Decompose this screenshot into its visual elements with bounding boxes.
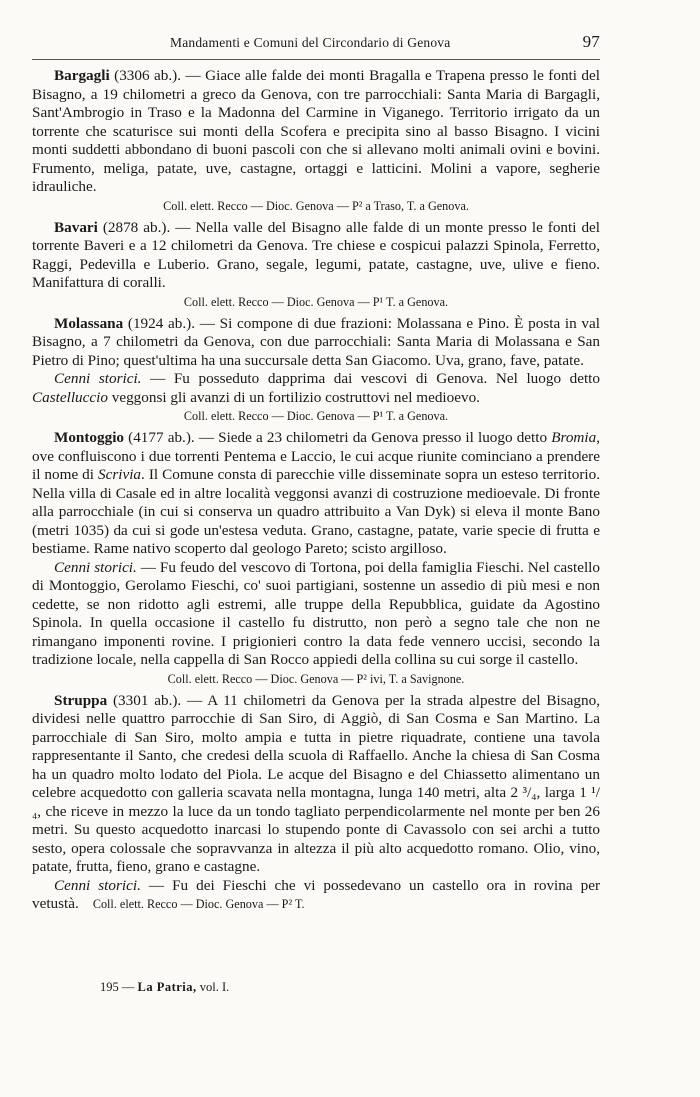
entry-text: (4177 ab.). — Siede a 23 chilometri da Genova presso il luogo detto <box>124 429 552 446</box>
entry-paragraph <box>32 67 600 197</box>
signature-mark: 195 — <box>100 980 135 994</box>
entry-text: . Il Comune consta di parecchie ville disseminate sopra un esteso territorio. Nella villa di Casale ed in altre località veggonsi avanzi di costruzione medioevale. Di fronte alla parrocchiale (in cui si conserva un quadro attribuito a Van Dyk) si eleva il monte Bano (metri 1035) da cui si gode un'estesa veduta. Grano, castagne, patate, varie specie di frutta e bestiame. Rame nativo scoperto dal geologo Pareto; scisto argilloso. <box>32 466 601 557</box>
entry-molassana <box>32 315 600 426</box>
entry-paragraph <box>32 315 600 371</box>
entry-paragraph <box>32 219 600 293</box>
running-title: Mandamenti e Comuni del Circondario di Genova <box>170 35 451 50</box>
cenni-label: Cenni storici. <box>54 876 141 894</box>
page-number: 97 <box>582 32 600 51</box>
entry-bavari <box>32 219 600 311</box>
cenni-text: — Fu posseduto dapprima dai vescovi di Genova. Nel luogo detto <box>141 370 600 387</box>
cenni-label: Cenni storici. <box>54 370 142 387</box>
cenni-text: veggonsi gli avanzi di un fortilizio costruttovi nel medioevo. <box>107 388 480 406</box>
entry-bargagli <box>32 67 600 215</box>
place-name: Castelluccio <box>32 388 108 406</box>
cenni-text: — Fu dei Fieschi che vi possedevano un castello ora in rovina per vetustà. <box>32 876 600 912</box>
entry-collegio: Coll. elett. Recco — Dioc. Genova — P¹ T. a Genova. <box>183 409 449 423</box>
entry-paragraph <box>32 692 600 877</box>
entry-paragraph <box>32 429 600 559</box>
entry-cenni-storici <box>32 370 600 407</box>
entry-collegio: Coll. elett. Recco — Dioc. Genova — P¹ T. a Genova. <box>183 294 449 309</box>
entry-name: Montoggio <box>54 429 125 446</box>
entry-text: , ove confluiscono i due torrenti Pentema e Laccio, le cui acque riunite cominciano a prendere il nome di <box>32 429 600 483</box>
volume-label: vol. I. <box>199 980 230 994</box>
page-body <box>32 67 600 918</box>
entry-text: (1924 ab.). — Si compone di due frazioni: Molassana e Pino. È posta in val Bisagno, a 7 chilometri da Genova, con due parrocchiali: Santa Maria di Molassana e San Pietro di Pino; quest'ultima ha una succursale detta San Giacomo. Uva, grano, fave, patate. <box>32 314 600 369</box>
entry-name: Bargagli <box>54 67 110 84</box>
entry-text: (3306 ab.). — Giace alle falde dei monti Bragalla e Trapena presso le fonti del Bisagno, a 19 chilometri a greco da Genova, con tre parrocchiali: Santa Maria di Bargagli, Sant'Ambrogio in Traso e la Madonna del Carmine in Viganego. Territorio irrigato da un torrente che scaturisce sui monti della Scofera e precipita sino al basso Bisagno. I vicini monti suddetti abbondano di buoni pascoli con che si allevano molti animali ovini e bovini. Frumento, meliga, patate, uve, castagne, ortaggi e latticini. Molini a vapore, segherie idrauliche. <box>32 67 600 195</box>
place-name: Bromia <box>551 429 597 446</box>
cenni-label: Cenni storici. <box>54 558 137 576</box>
entry-struppa <box>32 692 600 914</box>
entry-cenni-storici <box>32 877 600 914</box>
header-rule <box>32 59 600 60</box>
entry-collegio: Coll. elett. Recco — Dioc. Genova — P² T. <box>92 897 305 911</box>
place-name: Scrivia <box>98 466 142 483</box>
entry-text: (3301 ab.). — A 11 chilometri da Genova per la strada alpestre del Bisagno, dividesi nelle quattro parrocchie di San Siro, di Aggiò, di San Cosma e San Martino. La parrocchiale di San Siro, molto ampia e tutta in pietre riquadrate, contiene una tavola rappresentante il Santo, che credesi della scuola di Raffaello. Anche la chiesa di San Cosma ha un quadro molto lodato del Piola. Le acque del Bisagno e del Chiassetto alimentano un celebre acquedotto con galleria scavata nella montagna, lunga 140 metri, alta 2 ³/₄, larga 1 ¹/₄, che riceve in mezzo la luce da un tondo tagliato perpendicolarmente nel monte per ben 26 metri. Su questo acquedotto inarcasi lo stupendo ponte di Cavassolo con sei archi a tutto sesto, opera colossale che sopravvanza in altezza il più alto acquedotto romano. Olio, vino, patate, frutta, fieno, grano e castagne. <box>32 691 600 875</box>
entry-name: Struppa <box>54 691 108 709</box>
entry-cenni-storici <box>32 559 600 670</box>
entry-collegio: Coll. elett. Recco — Dioc. Genova — P² ivi, T. a Savignone. <box>167 671 465 686</box>
entry-name: Bavari <box>54 218 98 236</box>
cenni-text: — Fu feudo del vescovo di Tortona, poi della famiglia Fieschi. Nel castello di Montoggio, Gerolamo Fieschi, co' suoi partigiani, sostenne un assedio di più mesi e non cedette, se non ridotto agli estremi, alle truppe della Repubblica, guidate da Agostino Spinola. In quella occasione il castello fu distrutto, non però a segno tale che non ne rimangano imponenti rovine. I prigionieri contro la data fede vennero uccisi, secondo la tradizione locale, nella cappella di San Rocco appiedi della collina su cui sorge il castello. <box>32 558 600 668</box>
entry-name: Molassana <box>54 314 124 332</box>
publication-title: La Patria, <box>137 980 197 994</box>
entry-montoggio <box>32 429 600 688</box>
page-footer <box>100 980 229 995</box>
entry-collegio: Coll. elett. Recco — Dioc. Genova — P² a Traso, T. a Genova. <box>163 198 469 213</box>
entry-text: (2878 ab.). — Nella valle del Bisagno alle falde di un monte presso le fonti del torrente Baveri e a 12 chilometri da Genova. Tre chiese e cospicui palazzi Spinola, Ferretto, Raggi, Pedevilla e Luberio. Grano, segale, legumi, patate, castagne, uve, ulive e fieno. Manifattura di coralli. <box>32 218 600 291</box>
